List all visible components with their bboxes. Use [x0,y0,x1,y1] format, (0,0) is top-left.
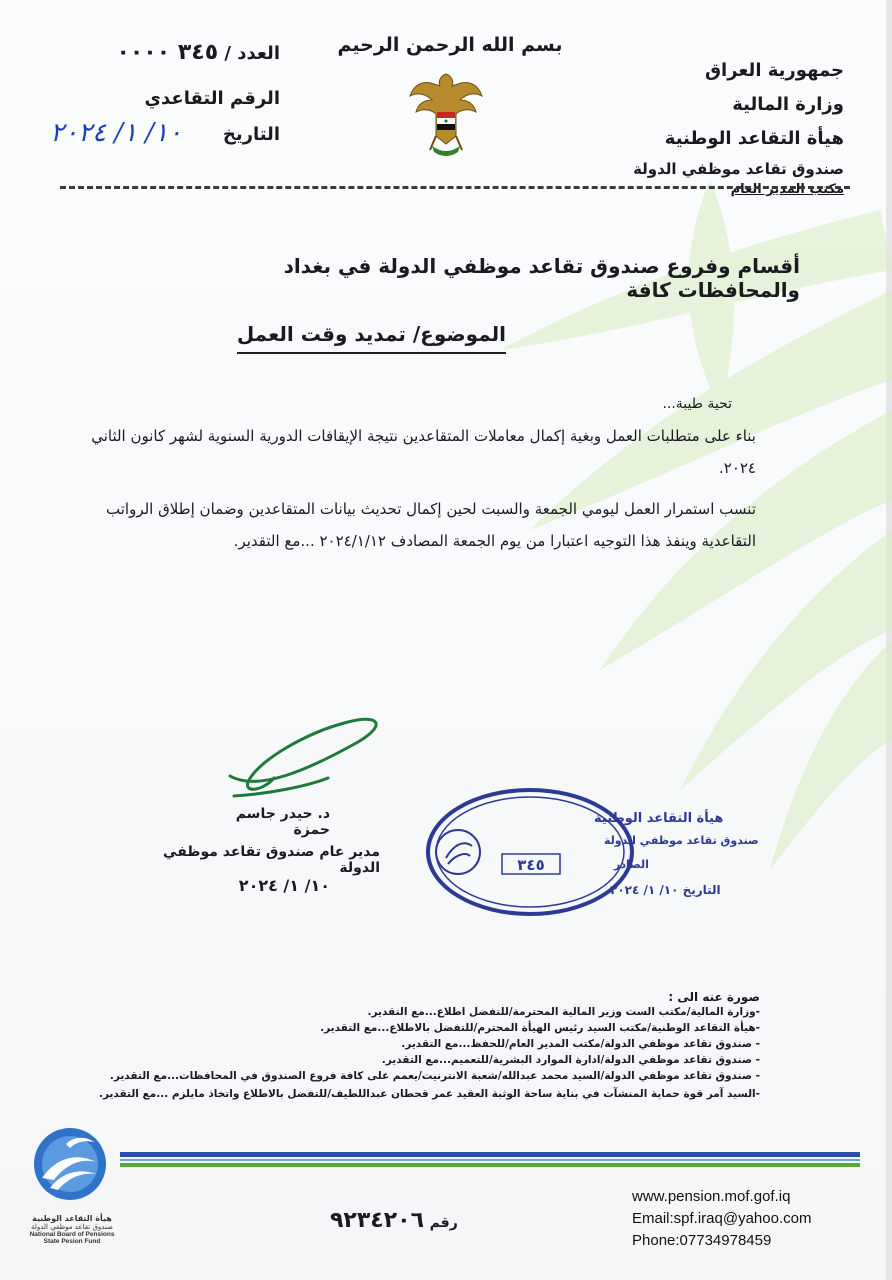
header-divider [60,186,850,189]
stamp-line-2: صندوق تقاعد موظفي الدولة [604,834,759,847]
footer-number-label: رقم [429,1215,458,1231]
retirement-number-label: الرقم التقاعدي [144,88,280,109]
date-value-handwritten: ١٠/ ١/ ٢٠٢٤ [50,118,182,148]
stamp-line-1: هيأة التقاعد الوطنية [594,811,724,826]
copy-line: - صندوق تقاعد موظفي الدولة/السيد محمد عبدالله/شعبة الانترنيت/يعمم على كافة فروع الصندوق في المحافظات...مع التقدير. [109,1070,760,1082]
org-line-ministry: وزارة المالية [732,94,844,115]
reference-label: العدد / [224,43,280,64]
copies-title: صورة عنه الى : [668,990,760,1004]
signatory-name: د. حيدر جاسم حمزة [235,806,330,838]
footer-contact [632,1186,882,1252]
org-line-republic: جمهورية العراق [704,60,844,81]
org-line-board: هيأة التقاعد الوطنية [664,128,844,149]
logo-caption-ar-1: هيأة التقاعد الوطنية [32,1214,112,1223]
paragraph-2: تنسب استمرار العمل ليومي الجمعة والسبت لحين إكمال تحديث بيانات المتقاعدين وضمان إطلاق الرواتب التقاعدية وينفذ هذا التوجيه اعتبارا من يوم الجمعة المصادف ٢٠٢٤/١/١٢ ...مع التقدير. [106,500,756,550]
org-line-office: مكتب المدير العام [730,182,844,197]
copy-line: - صندوق تقاعد موظفي الدولة/ادارة الموارد البشرية/للتعميم...مع التقدير. [381,1054,760,1066]
stamp-outgoing-number: ٣٤٥ [517,856,545,874]
footer-number [330,1208,490,1233]
footer-email: Email:spf.iraq@yahoo.com [632,1210,812,1227]
stamp-outgoing-label: الصادر [614,858,649,871]
greeting: تحية طيبة... [662,396,732,412]
copy-line: -هيأة التقاعد الوطنية/مكتب السيد رئيس الهيأة المحترم/للتفضل بالاطلاع...مع التقدير. [320,1022,760,1034]
footer-phone: Phone:07734978459 [632,1232,772,1249]
reference-value: ٣٤٥ ٠٠٠٠ [116,40,219,65]
signatory-date: ١٠/ ١/ ٢٠٢٤ [238,876,330,895]
logo-caption-en-1: National Board of Pensions [29,1231,115,1238]
logo-caption-en-2: State Pesion Fund [43,1238,101,1245]
copy-line: - صندوق تقاعد موظفي الدولة/مكتب المدير العام/للحفظ...مع التقدير. [401,1038,760,1050]
pension-board-logo-icon [22,1118,122,1210]
copy-line: -السيد آمر قوة حماية المنشآت في بناية ساحة الوثبة العقيد عمر قحطان عبداللطيف/للتفضل بالاطلاع واتخاذ مايلزم ...مع التقدير. [98,1088,760,1100]
date-label: التاريخ [222,124,280,145]
paragraph-1: بناء على متطلبات العمل وبغية إكمال معاملات المتقاعدين نتيجة الإيقافات الدورية السنوية لشهر كانون الثاني ٢٠٢٤. [91,427,756,477]
footer-website: www.pension.mof.gof.iq [632,1188,791,1205]
stamp-date: التاريخ ١٠/ ١/ ٢٠٢٤ [610,883,721,897]
handwritten-signature [218,712,388,802]
iraq-eagle-emblem-icon [406,66,486,166]
footer-number-value: ٩٢٣٤٢٠٦ [330,1208,424,1233]
footer-stripe [120,1150,860,1170]
signatory-title: مدير عام صندوق تقاعد موظفي الدولة [163,844,380,876]
reference-number [60,40,280,65]
subject: الموضوع/ تمديد وقت العمل [237,322,506,354]
official-stamp [424,786,759,918]
recipient: أقسام وفروع صندوق تقاعد موظفي الدولة في بغداد والمحافظات كافة [283,254,800,302]
copy-line: -وزارة المالية/مكتب الست وزير المالية المحترمة/للتفضل اطلاع...مع التقدير. [367,1006,760,1018]
basmala: بسم الله الرحمن الرحيم [337,34,563,56]
org-line-fund: صندوق تقاعد موظفي الدولة [633,160,844,178]
logo-caption-ar-2: صندوق تقاعد موظفي الدولة [30,1223,114,1231]
footer-logo [22,1118,122,1268]
